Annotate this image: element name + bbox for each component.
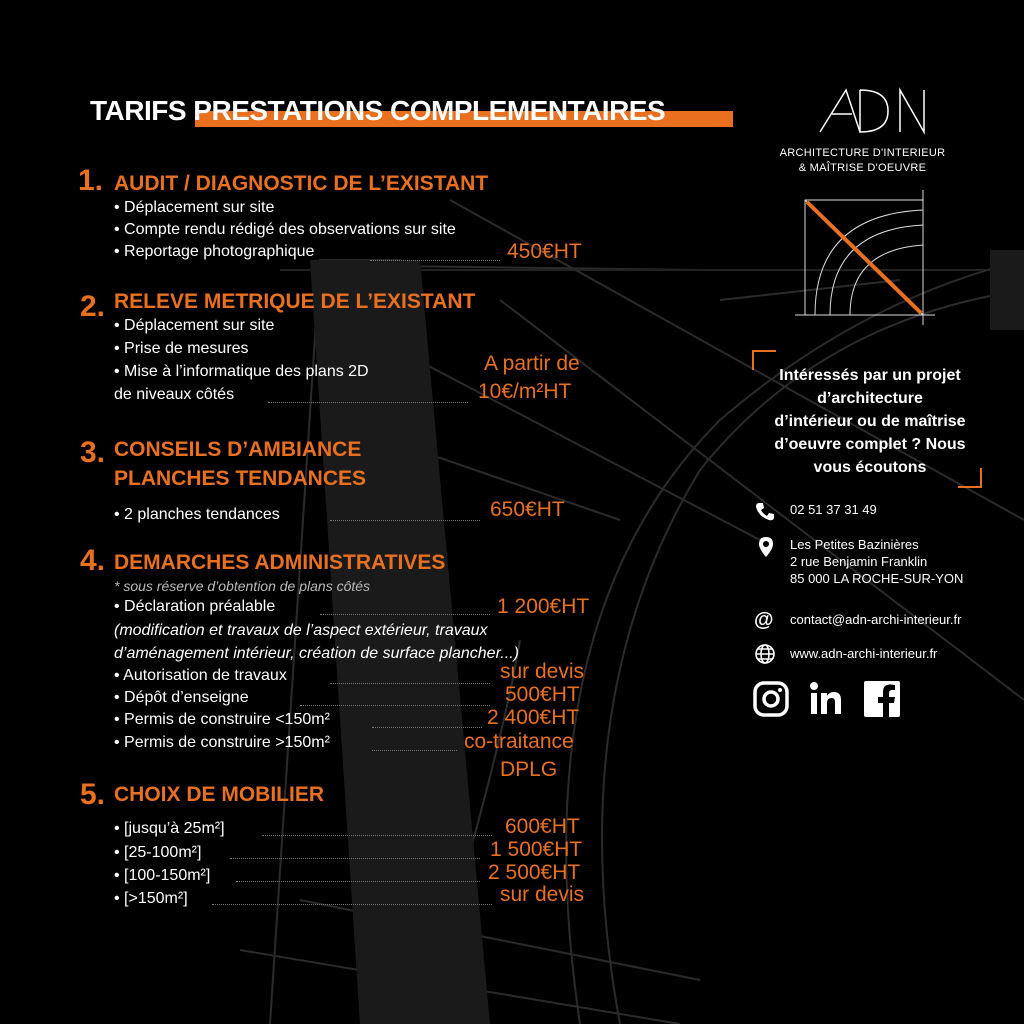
cta-line: d’architecture <box>817 390 923 407</box>
section-5-price: 2 500€HT <box>488 861 581 884</box>
section-5-heading: CHOIX DE MOBILIER <box>114 783 325 806</box>
email-icon: @ <box>754 609 774 631</box>
section-4-item: • Dépôt d’enseigne <box>114 689 249 706</box>
geometric-emblem <box>795 190 935 325</box>
section-4-price: 2 400€HT <box>487 706 580 729</box>
phone-icon <box>755 502 775 522</box>
cta-line: vous écoutons <box>813 459 927 476</box>
page-title: TARIFS PRESTATIONS COMPLEMENTAIRES <box>90 95 666 126</box>
section-4-note: * sous réserve d’obtention de plans côtés <box>114 578 371 594</box>
section-1-item: • Reportage photographique <box>114 243 315 260</box>
cta-line: d’intérieur ou de maîtrise <box>774 413 966 430</box>
section-4-item: • Autorisation de travaux <box>114 667 287 684</box>
dotted-leader <box>330 683 490 684</box>
dotted-leader <box>320 614 490 615</box>
dotted-leader <box>372 727 482 728</box>
cta-text <box>750 364 990 479</box>
section-2-heading: RELEVE METRIQUE DE L’EXISTANT <box>114 290 476 313</box>
section-5-price: sur devis <box>500 883 585 906</box>
section-2-item: • Mise à l’informatique des plans 2D <box>114 363 369 380</box>
section-1-item: • Déplacement sur site <box>114 199 275 216</box>
section-2-item: de niveaux côtés <box>114 386 235 403</box>
dotted-leader <box>268 402 468 403</box>
contact-address-line3: 85 000 LA ROCHE-SUR-YON <box>790 571 964 586</box>
section-2-price-line2: 10€/m²HT <box>478 380 572 403</box>
section-1-heading: AUDIT / DIAGNOSTIC DE L’EXISTANT <box>114 172 489 195</box>
cta-line: Intéressés par un projet <box>779 367 961 384</box>
dotted-leader <box>212 904 492 905</box>
brand-subtitle-line1: ARCHITECTURE D'INTERIEUR <box>779 147 946 159</box>
contact-website[interactable]: www.adn-archi-interieur.fr <box>790 646 938 661</box>
contact-phone[interactable]: 02 51 37 31 49 <box>790 502 877 517</box>
linkedin-icon[interactable] <box>808 681 844 717</box>
dotted-leader <box>372 750 457 751</box>
section-4-number: 4. <box>80 544 106 577</box>
dotted-leader <box>262 835 492 836</box>
brand-subtitle-line2: & MAÎTRISE D'OEUVRE <box>798 162 927 174</box>
section-1-item: • Compte rendu rédigé des observations sur site <box>114 221 456 238</box>
section-1-price: 450€HT <box>507 240 582 263</box>
section-3-heading-line1: CONSEILS D’AMBIANCE <box>114 438 362 461</box>
section-3-heading-line2: PLANCHES TENDANCES <box>114 467 367 490</box>
section-2-number: 2. <box>80 290 106 323</box>
section-4-detail: (modification et travaux de l’aspect extérieur, travaux <box>114 622 488 639</box>
section-4-item: • Permis de construire >150m² <box>114 734 330 751</box>
adn-logo <box>812 84 932 136</box>
dotted-leader <box>300 705 490 706</box>
contact-address-line1: Les Petites Bazinières <box>790 537 919 552</box>
section-3-item: • 2 planches tendances <box>114 506 280 523</box>
section-2-item: • Déplacement sur site <box>114 317 275 334</box>
section-4-price: 1 200€HT <box>497 595 590 618</box>
dotted-leader <box>236 881 480 882</box>
cta-line: d’oeuvre complet ? Nous <box>774 436 966 453</box>
section-4-detail: d’aménagement intérieur, création de surface plancher...) <box>114 645 519 662</box>
section-1-number: 1. <box>78 164 104 197</box>
section-5-price: 1 500€HT <box>490 838 583 861</box>
section-4-price: co-traitance <box>464 730 574 753</box>
section-5-item: • [>150m²] <box>114 890 188 907</box>
section-5-number: 5. <box>80 778 106 811</box>
section-5-price: 600€HT <box>505 815 580 838</box>
location-pin-icon <box>758 536 774 558</box>
section-2-item: • Prise de mesures <box>114 340 249 357</box>
section-3-price: 650€HT <box>490 498 565 521</box>
dotted-leader <box>370 260 500 261</box>
section-4-price: 500€HT <box>505 683 580 706</box>
section-2-price-line1: A partir de <box>484 352 580 375</box>
section-4-price: DPLG <box>500 758 558 781</box>
section-5-item: • [jusqu’à 25m²] <box>114 820 225 837</box>
globe-icon <box>754 643 776 665</box>
facebook-icon[interactable] <box>864 681 900 717</box>
section-3-number: 3. <box>80 436 106 469</box>
section-4-item: • Déclaration préalable <box>114 598 276 615</box>
section-4-heading: DEMARCHES ADMINISTRATIVES <box>114 551 446 574</box>
section-4-price: sur devis <box>500 660 585 683</box>
instagram-icon[interactable] <box>753 681 789 717</box>
contact-address-line2: 2 rue Benjamin Franklin <box>790 554 928 569</box>
dotted-leader <box>230 858 480 859</box>
section-5-item: • [25-100m²] <box>114 844 202 861</box>
section-5-item: • [100-150m²] <box>114 867 211 884</box>
dotted-leader <box>330 520 480 521</box>
contact-email[interactable]: contact@adn-archi-interieur.fr <box>790 612 962 627</box>
section-4-item: • Permis de construire <150m² <box>114 711 330 728</box>
